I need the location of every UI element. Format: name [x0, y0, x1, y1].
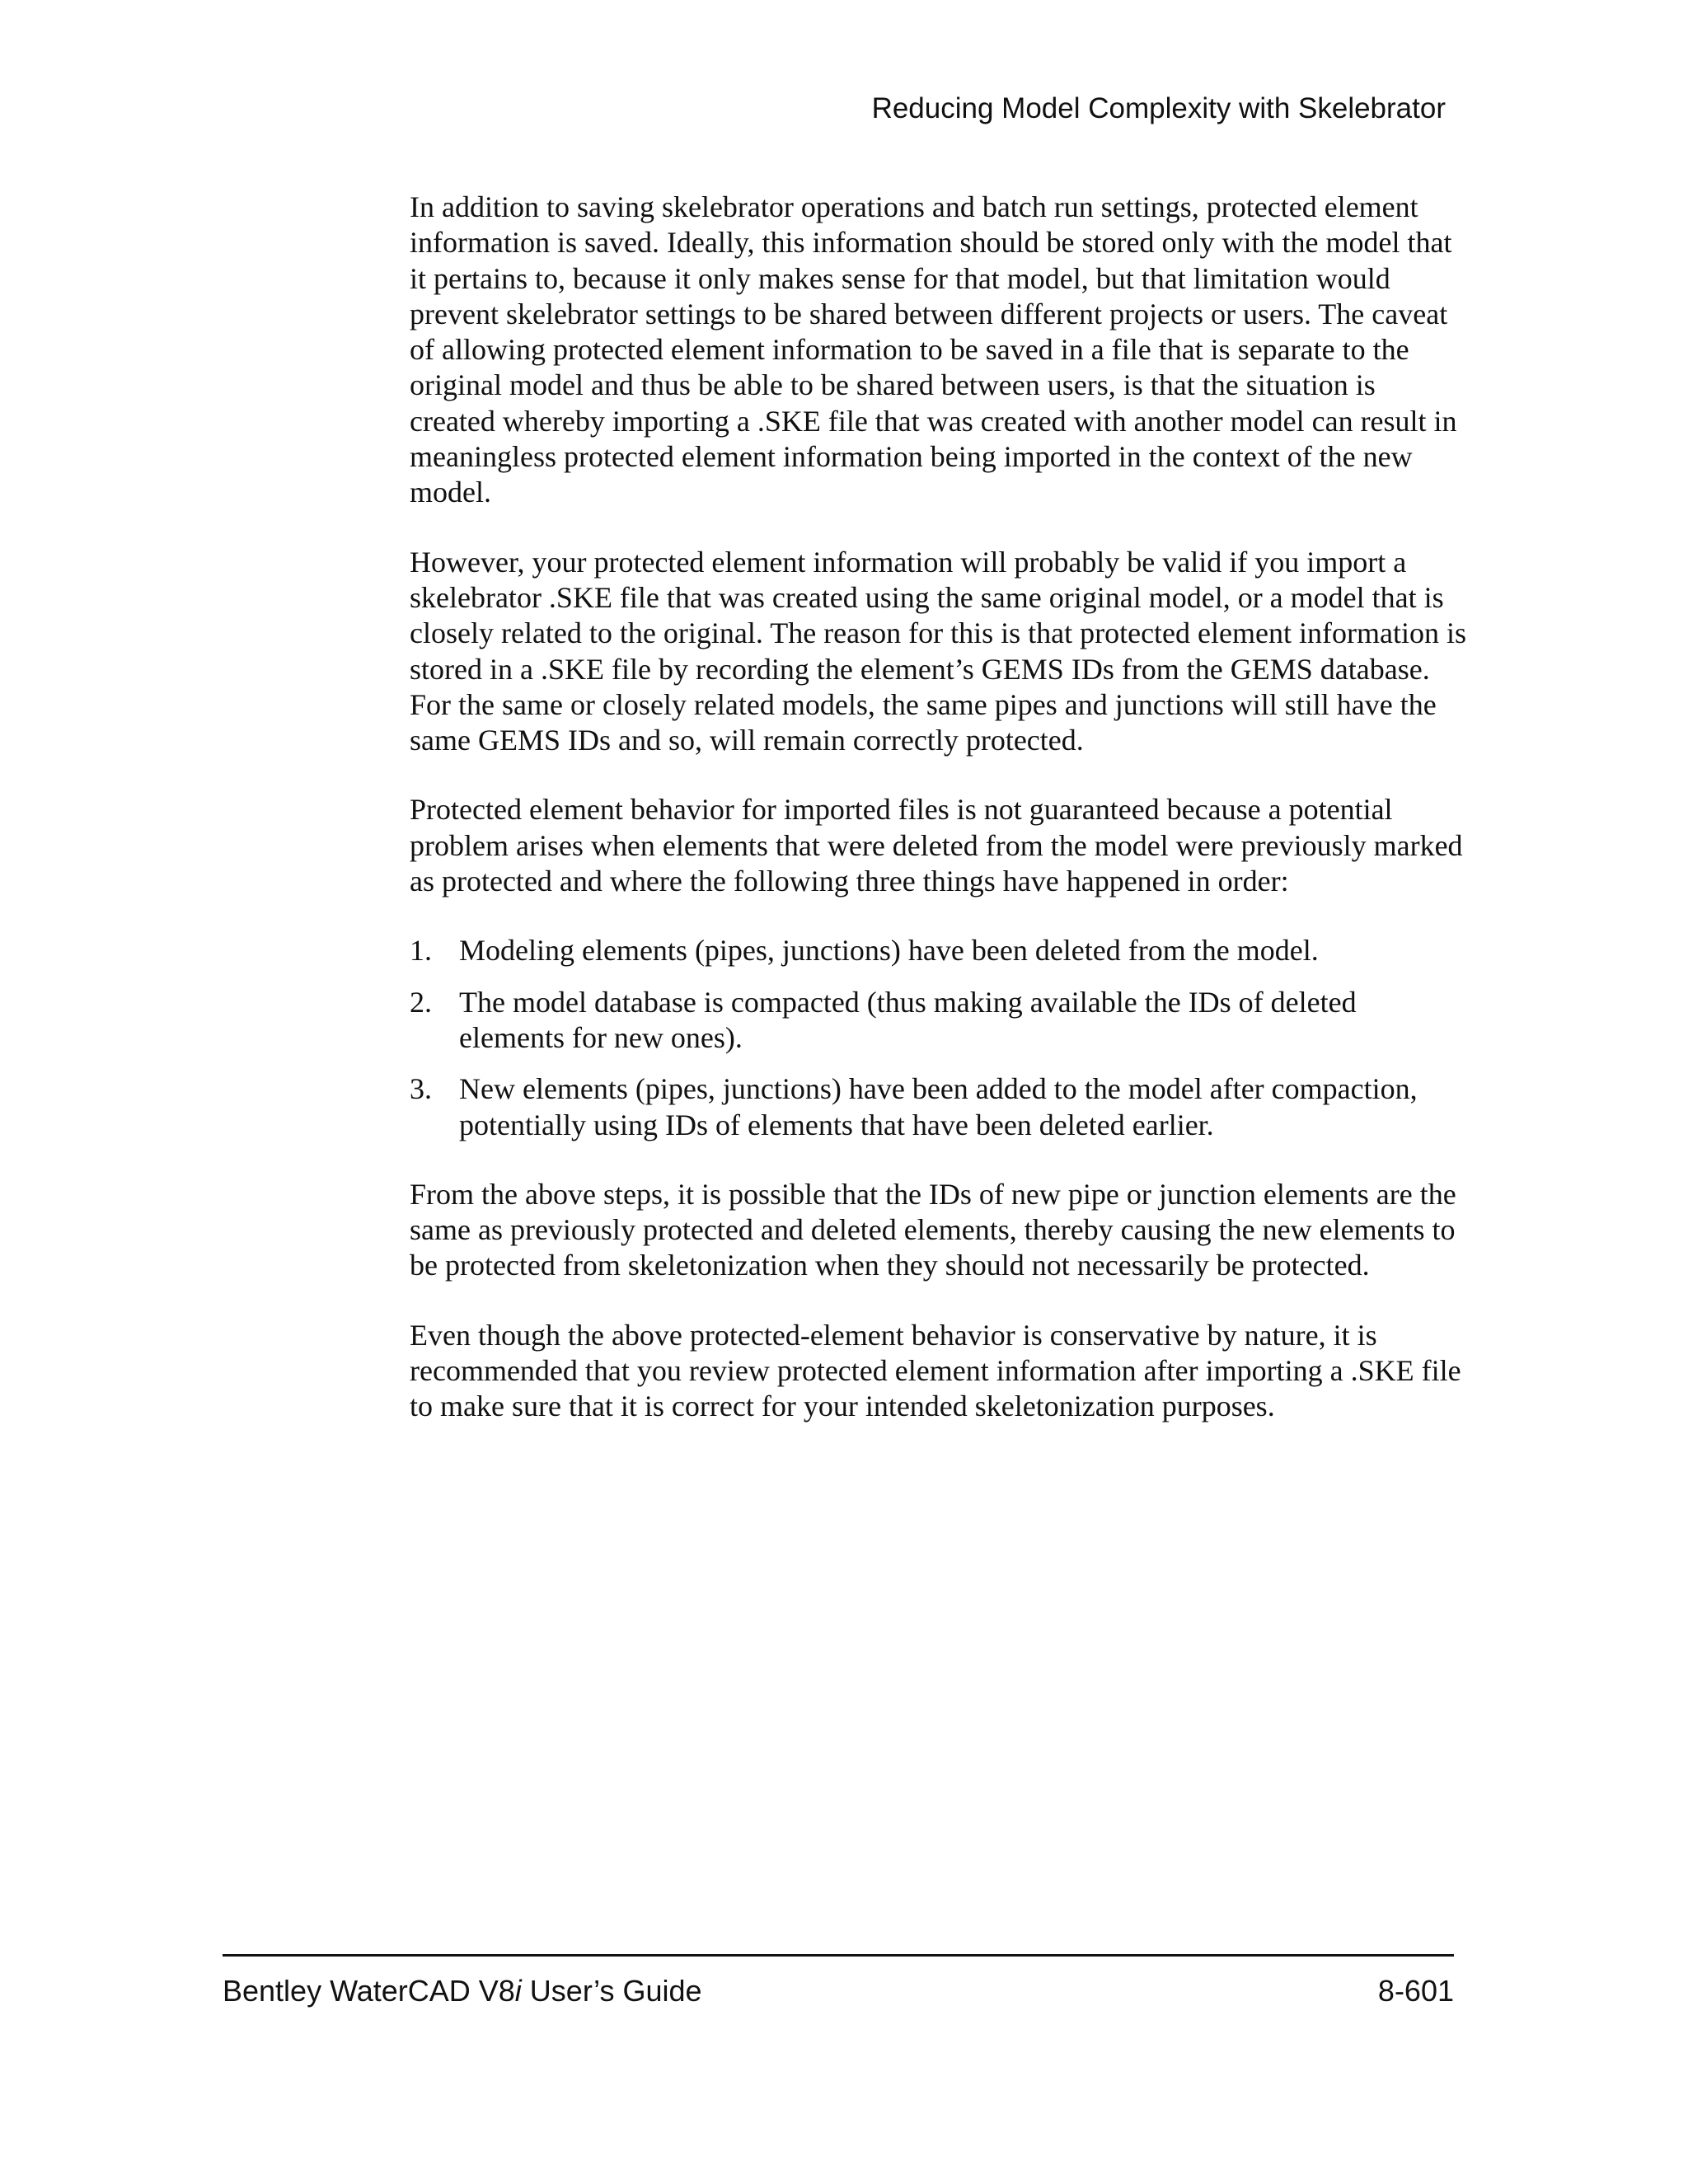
paragraph-steps-consequence: From the above steps, it is possible that the IDs of new pipe or junction elements are the same as previously protected and deleted elements, thereby causing the new elements to be protected from skeletonization when they should not necessarily be protected. — [410, 1177, 1456, 1282]
paragraph-recommendation: Even though the above protected-element behavior is conservative by nature, it is recommended that you review protected element information after importing a .SKE file to make sure that it is correct for your intended skeletonization purposes. — [410, 1318, 1461, 1423]
list-item — [410, 985, 1468, 1057]
numbered-steps-list — [410, 933, 1468, 1142]
guide-title-italic: i — [514, 1974, 522, 2008]
running-header: Reducing Model Complexity with Skelebrator — [871, 92, 1446, 124]
list-item — [410, 933, 1468, 968]
guide-title-prefix: Bentley WaterCAD V8 — [223, 1974, 515, 2008]
step-text: New elements (pipes, junctions) have been added to the model after compaction, potentially using IDs of elements that have been deleted earlier. — [459, 1072, 1418, 1141]
guide-title — [223, 1971, 702, 2011]
footer-divider — [223, 1954, 1454, 1957]
step-number: 3. — [410, 1072, 432, 1106]
page-number: 8-601 — [1377, 1974, 1454, 2008]
step-number: 1. — [410, 934, 432, 968]
step-number: 2. — [410, 985, 432, 1019]
step-text: The model database is compacted (thus making available the IDs of deleted elements for new ones). — [459, 985, 1357, 1054]
guide-title-suffix: User’s Guide — [521, 1974, 702, 2008]
page-body — [410, 190, 1468, 1459]
paragraph-protected-element-info: In addition to saving skelebrator operations and batch run settings, protected element information is saved. Ideally, this information should be stored only with the model that it pertains to, because it only makes sense for that model, but that limitation would prevent skelebrator settings to be shared between different projects or users. The caveat of allowing protected element information to be saved in a file that is separate to the original model and thus be able to be shared between users, is that the situation is created whereby importing a .SKE file that was created with another model can result in meaningless protected element information being imported in the context of the new model. — [410, 190, 1457, 509]
paragraph-imported-behavior: Protected element behavior for imported files is not guaranteed because a potential problem arises when elements that were deleted from the model were previously marked as protected and where the following three things have happened in order: — [410, 793, 1463, 898]
paragraph-ske-validity: However, your protected element information will probably be valid if you import a skelebrator .SKE file that was created using the same original model, or a model that is closely related to the original. The reason for this is that protected element information is stored in a .SKE file by recording the element’s GEMS IDs from the GEMS database. For the same or closely related models, the same pipes and junctions will still have the same GEMS IDs and so, will remain correctly protected. — [410, 545, 1466, 757]
step-text: Modeling elements (pipes, junctions) have been deleted from the model. — [459, 934, 1319, 968]
list-item — [410, 1071, 1468, 1143]
